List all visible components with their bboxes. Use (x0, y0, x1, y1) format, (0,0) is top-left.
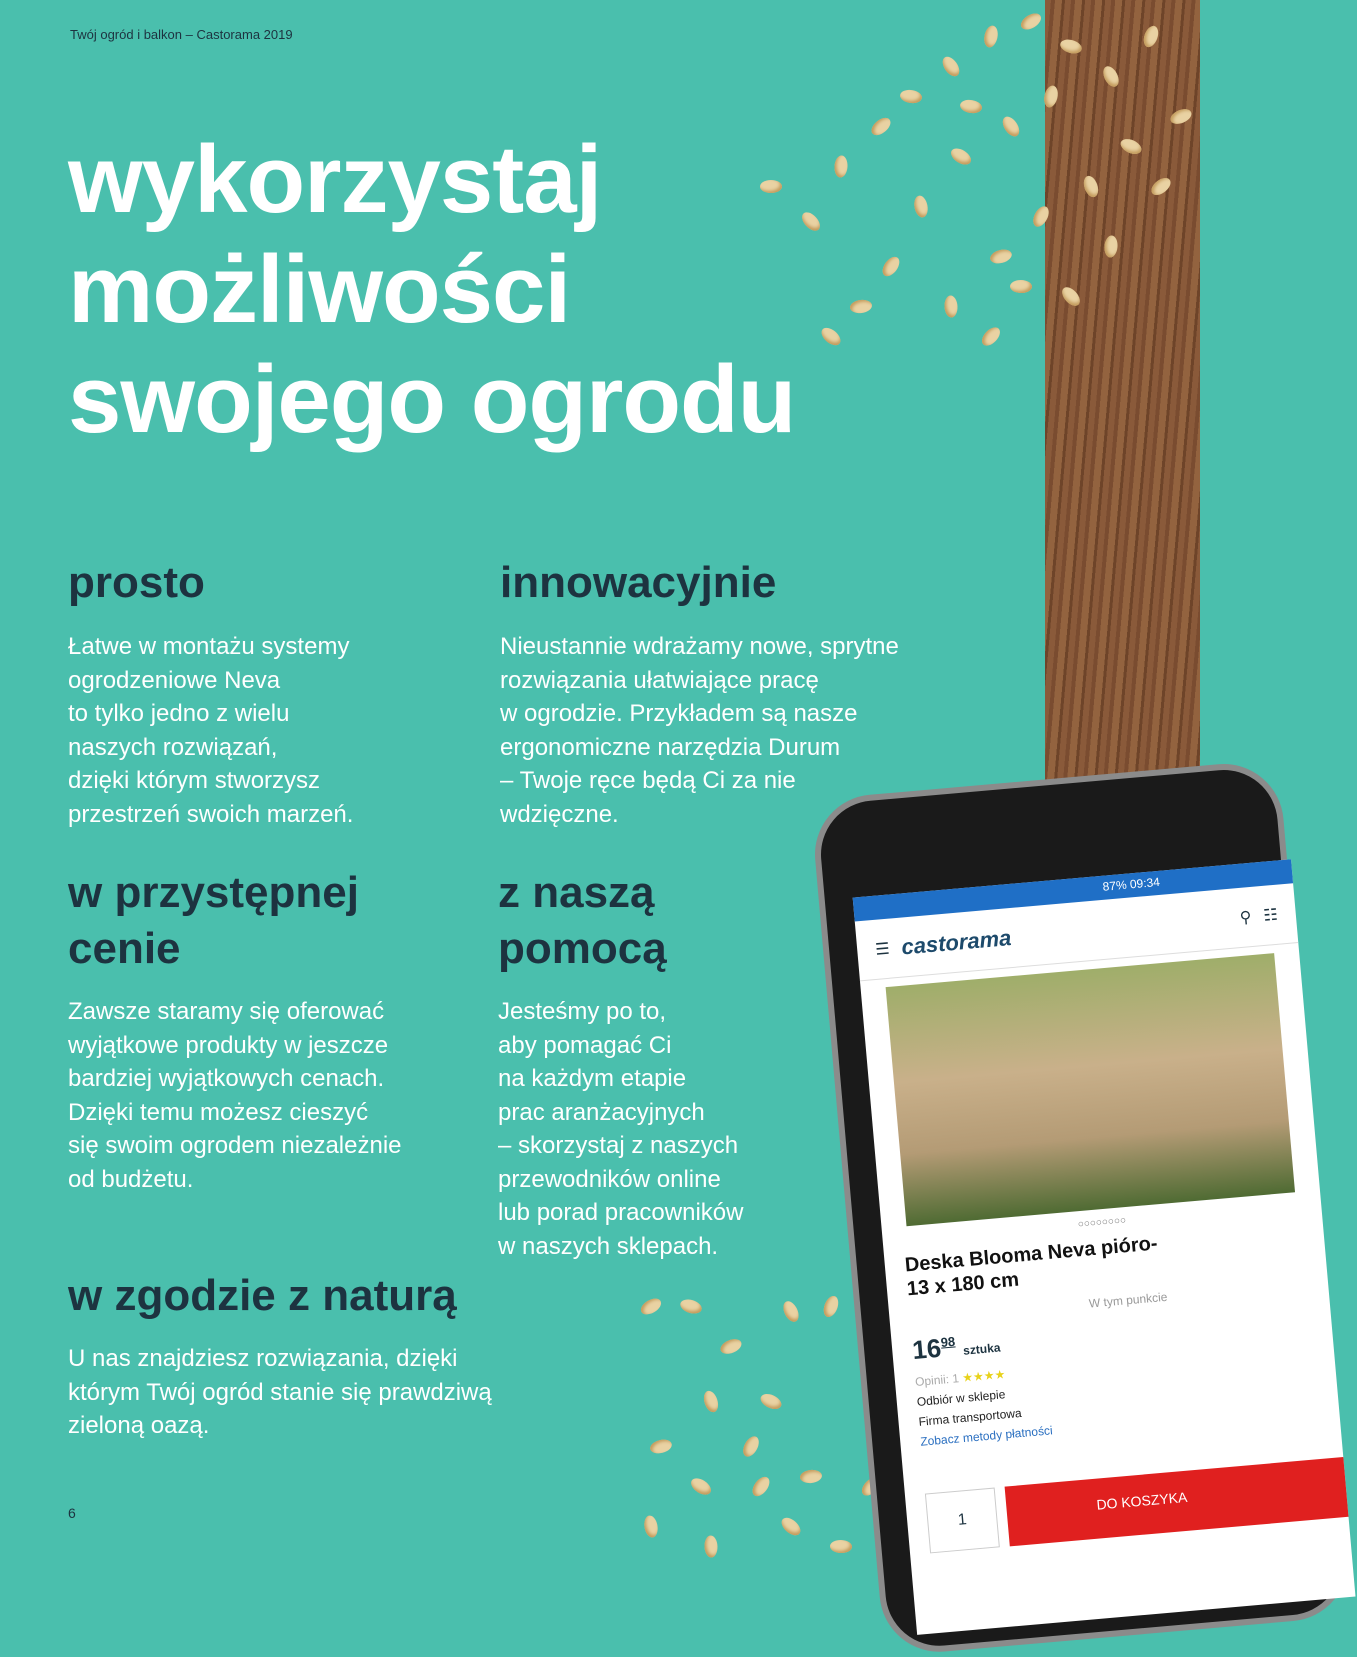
text-line: – skorzystaj z naszych (498, 1132, 739, 1159)
carousel-dots[interactable]: ○○○○○○○○ (1077, 1215, 1127, 1231)
text-line: aby pomagać Ci (498, 1031, 672, 1059)
seed (818, 324, 843, 348)
text-line: lub porad pracowników (498, 1199, 744, 1226)
text-line: Zawsze staramy się oferować (68, 998, 385, 1025)
title-line: swojego ogrodu (68, 346, 796, 453)
availability: W tym punkcie (1088, 1289, 1168, 1311)
heading-natura: w zgodzie z naturą (68, 1271, 457, 1320)
text-line: którym Twój ogród stanie się prawdziwą (68, 1378, 492, 1406)
add-to-cart-button[interactable]: DO KOSZYKA (1005, 1457, 1349, 1546)
seed (944, 295, 958, 318)
text-line: rozwiązania ułatwiające pracę (500, 666, 819, 694)
seed (799, 1469, 822, 1484)
text-line: w ogrodzie. Przykładem są nasze (500, 700, 858, 727)
text-line: bardziej wyjątkowych cenach. (68, 1065, 385, 1092)
text-line: – Twoje ręce będą Ci za nie (500, 767, 796, 794)
body-prosto (68, 630, 353, 831)
text-line: Nieustannie wdrażamy nowe, sprytne (500, 633, 899, 660)
seed (913, 194, 930, 218)
text-line: się swoim ogrodem niezależnie (68, 1132, 402, 1159)
reviews-count: Opinii: 1 (914, 1371, 960, 1390)
text-line: Łatwe w montażu systemy (68, 633, 350, 660)
seed (830, 1540, 852, 1554)
seed (982, 24, 999, 48)
text-line: dzięki którym stworzysz (68, 767, 321, 794)
pickup-option: Odbiór w sklepie (916, 1387, 1006, 1409)
product-title-line: 13 x 180 cm (906, 1268, 1020, 1301)
seed (649, 1438, 673, 1456)
text-line: to tylko jedno z wielu (68, 700, 290, 727)
seed (799, 209, 824, 234)
text-line: cenie (68, 924, 181, 973)
text-line: w naszych sklepach. (498, 1232, 719, 1260)
smartphone (810, 759, 1353, 1657)
seed (939, 54, 962, 79)
seed (899, 89, 923, 105)
seed (740, 1434, 762, 1460)
transport-option: Firma transportowa (918, 1405, 1023, 1429)
seed (1010, 280, 1032, 293)
text-line: przestrzeń swoich marzeń. (68, 800, 354, 828)
text-line: przewodników online (498, 1165, 721, 1193)
text-line: naszych rozwiązań, (68, 733, 278, 761)
castorama-logo: castorama (900, 924, 1013, 960)
text-line: na każdym etapie (498, 1065, 687, 1092)
title-line: wykorzystaj (68, 126, 602, 233)
running-header: Twój ogród i balkon – Castorama 2019 (70, 27, 293, 42)
seed (758, 1391, 783, 1412)
seed (701, 1389, 720, 1414)
seed (999, 114, 1022, 140)
seed (989, 247, 1014, 265)
heading-innowacyjnie: innowacyjnie (500, 558, 777, 607)
page-title (68, 125, 795, 455)
seed (821, 1294, 841, 1319)
text-line: w przystępnej (68, 868, 359, 917)
seed (959, 98, 983, 114)
seed (1018, 10, 1044, 32)
payment-link[interactable]: Zobacz metody płatności (919, 1423, 1054, 1449)
seed (879, 254, 902, 279)
text-line: z naszą (498, 868, 655, 917)
body-natura (68, 1342, 492, 1443)
list-icon[interactable]: ☷ (1262, 906, 1279, 925)
rating-stars: ★★★★ (961, 1367, 1006, 1385)
text-line: prac aranżacyjnych (498, 1098, 705, 1126)
text-line: wdzięczne. (500, 800, 619, 828)
text-line: ogrodzeniowe Neva (68, 666, 281, 694)
seed (849, 299, 872, 315)
body-cena (68, 995, 402, 1196)
price-cents: 98 (940, 1333, 956, 1350)
phone-screen (853, 859, 1356, 1635)
seed (749, 1474, 773, 1499)
status-bar: 87% 09:34 (853, 859, 1293, 921)
price-unit: sztuka (962, 1340, 1002, 1358)
price-main: 16 (911, 1332, 943, 1366)
body-pomoc (498, 995, 743, 1263)
page-number: 6 (68, 1505, 76, 1521)
seed (638, 1295, 664, 1317)
text-line: Dzięki temu możesz cieszyć (68, 1098, 369, 1126)
seed (778, 1514, 803, 1538)
seed (868, 115, 893, 139)
heading-cena (68, 865, 359, 977)
heading-prosto: prosto (68, 558, 205, 607)
seed (979, 324, 1004, 349)
heading-pomoc (498, 865, 667, 977)
text-line: Jesteśmy po to, (498, 998, 667, 1025)
seed (780, 1299, 801, 1324)
seed (948, 145, 974, 168)
text-line: zieloną oazą. (68, 1412, 210, 1439)
seed (688, 1475, 714, 1498)
seed (834, 155, 849, 178)
search-icon[interactable]: ⚲ (1239, 908, 1253, 927)
text-line: U nas znajdziesz rozwiązania, dzięki (68, 1345, 458, 1372)
quantity-input[interactable]: 1 (925, 1488, 1000, 1554)
text-line: wyjątkowe produkty w jeszcze (68, 1031, 389, 1059)
text-line: ergonomiczne narzędzia Durum (500, 733, 841, 761)
menu-icon[interactable]: ☰ (874, 940, 891, 959)
text-line: pomocą (498, 924, 667, 973)
seed (704, 1535, 718, 1557)
product-title-line: Deska Blooma Neva pióro- (903, 1232, 1159, 1277)
product-photo (886, 953, 1295, 1226)
title-line: możliwości (68, 236, 571, 343)
seed (643, 1515, 660, 1539)
text-line: od budżetu. (68, 1165, 194, 1193)
body-innowacyjnie (500, 630, 899, 831)
seed (718, 1336, 743, 1356)
seed (679, 1297, 704, 1316)
